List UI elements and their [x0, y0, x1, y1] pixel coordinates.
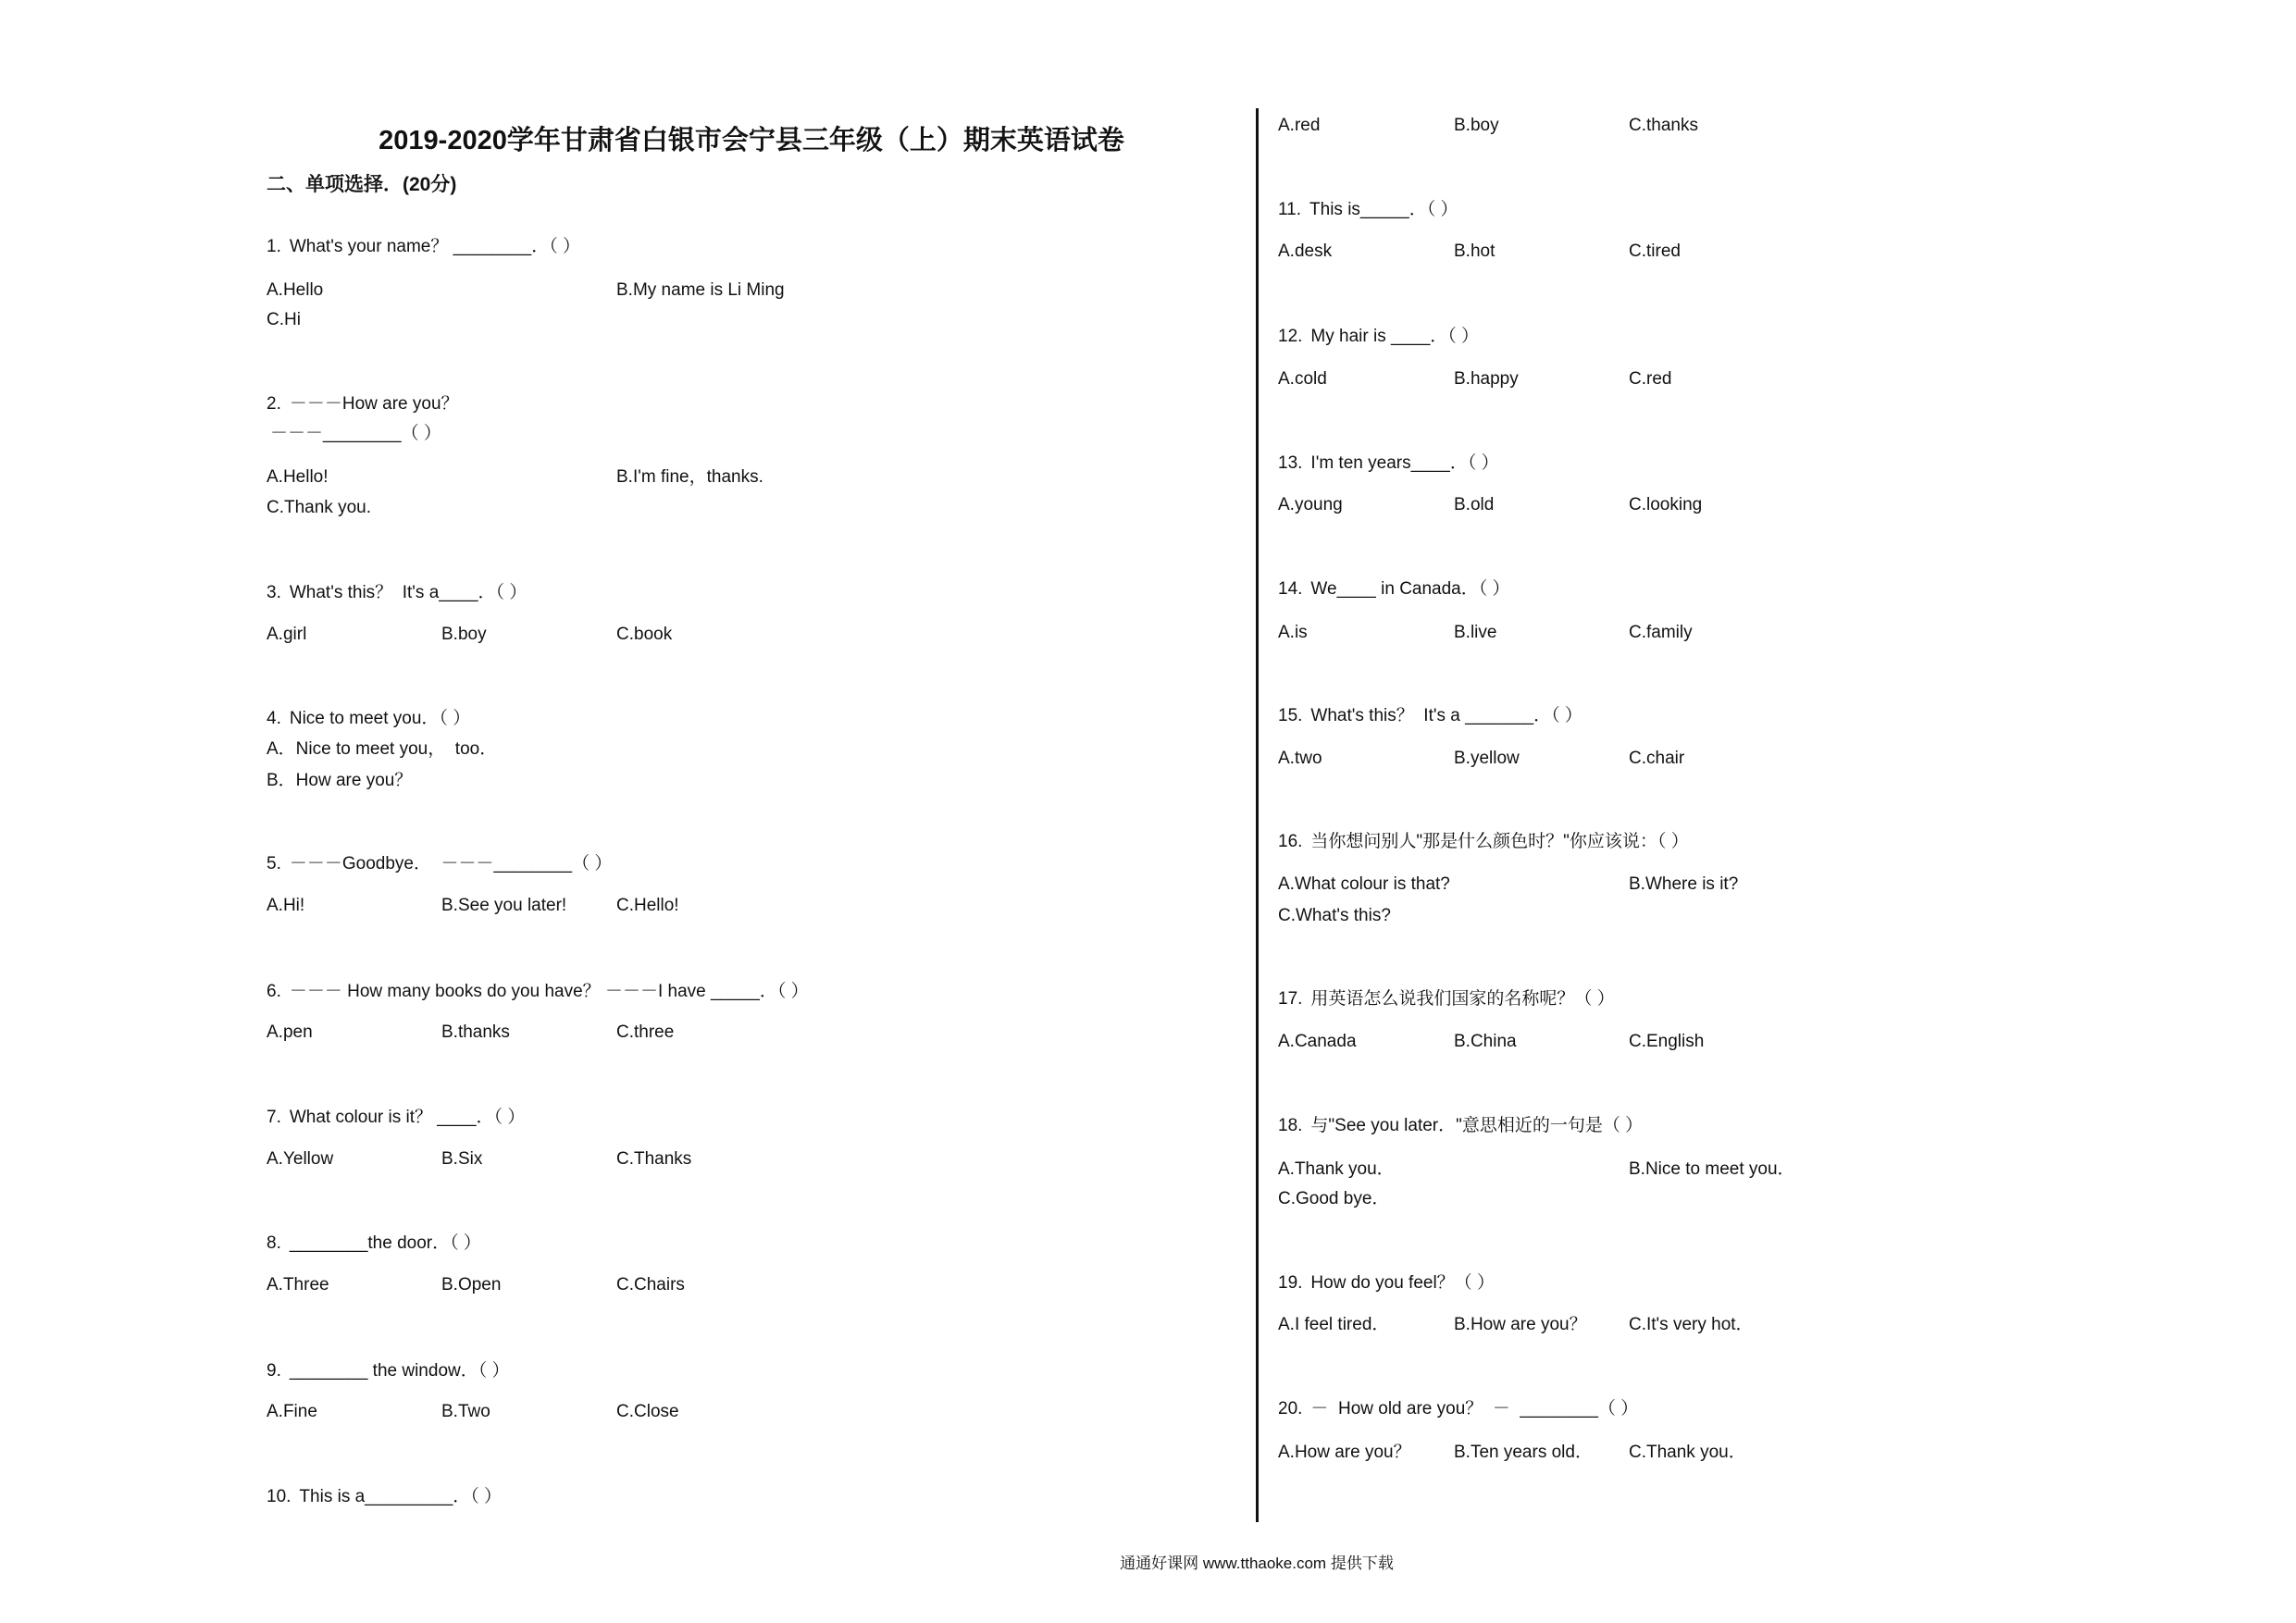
- question-12-prompt: [1278, 326, 1479, 348]
- question-11-prompt: [1278, 199, 1458, 221]
- question-7-option-c: C.Thanks: [616, 1149, 692, 1169]
- question-text: I'm ten years____．（ ）: [1310, 453, 1499, 473]
- question-20-prompt: [1278, 1398, 1638, 1420]
- question-17-prompt: [1278, 988, 1615, 1010]
- question-15-prompt: [1278, 705, 1582, 727]
- question-text: Nice to meet you．（ ）: [289, 709, 471, 728]
- question-3-option-a: A.girl: [267, 625, 307, 644]
- question-11-option-b: B.hot: [1454, 242, 1496, 261]
- question-number: 10.: [267, 1487, 292, 1506]
- question-6-option-a: A.pen: [267, 1022, 313, 1042]
- question-number: 6.: [267, 982, 281, 1001]
- question-20-option-a: A.How are you？: [1278, 1443, 1411, 1462]
- question-6-option-c: C.three: [616, 1022, 675, 1042]
- question-number: 18.: [1278, 1116, 1303, 1135]
- question-number: 3.: [267, 583, 281, 602]
- question-text: －－－Goodbye． －－－________（ ）: [289, 854, 613, 873]
- question-2-option-b: B.I'm fine，thanks.: [616, 467, 763, 487]
- question-9-prompt: [267, 1360, 510, 1382]
- question-17-option-b: B.China: [1454, 1032, 1517, 1051]
- page-footer: 通通好课网 www.tthaoke.com 提供下载: [1120, 1555, 1394, 1572]
- question-16-option-c: C.What's this?: [1278, 906, 1391, 925]
- question-8-prompt: [267, 1233, 481, 1255]
- question-text: How do you feel？（ ）: [1310, 1273, 1495, 1293]
- question-13-option-c: C.looking: [1629, 495, 1703, 514]
- question-text: － How old are you？ － ________（ ）: [1310, 1399, 1639, 1419]
- question-text: －－－ How many books do you have？ －－－I have _____．（ ）: [289, 982, 809, 1001]
- question-20-option-c: C.Thank you．: [1629, 1443, 1746, 1462]
- question-text: What's your name？ ________．（ ）: [289, 237, 580, 256]
- question-18-option-b: B.Nice to meet you．: [1629, 1159, 1795, 1179]
- question-text: This is_____．（ ）: [1309, 200, 1458, 219]
- question-2-prompt-line-2: －－－________（ ）: [270, 424, 441, 443]
- question-16-option-a: A.What colour is that?: [1278, 874, 1450, 894]
- question-5-option-c: C.Hello!: [616, 896, 679, 915]
- question-18-prompt: [1278, 1115, 1643, 1137]
- question-1-option-b: B.My name is Li Ming: [616, 280, 785, 300]
- question-12-option-c: C.red: [1629, 369, 1672, 389]
- question-5-option-a: A.Hi!: [267, 896, 305, 915]
- question-text: We____ in Canada．（ ）: [1310, 579, 1510, 599]
- question-2-option-c: C.Thank you.: [267, 498, 371, 517]
- question-7-prompt: [267, 1107, 525, 1129]
- question-12-option-b: B.happy: [1454, 369, 1519, 389]
- exam-title: 2019-2020学年甘肃省白银市会宁县三年级（上）期末英语试卷: [379, 126, 1124, 155]
- question-text: My hair is ____．（ ）: [1310, 327, 1480, 346]
- question-text: What's this？ It's a____．（ ）: [289, 583, 527, 602]
- question-19-prompt: [1278, 1272, 1495, 1295]
- question-10-option-c: C.thanks: [1629, 116, 1698, 135]
- question-text: －－－How are you？: [289, 394, 459, 414]
- question-8-option-a: A.Three: [267, 1275, 329, 1295]
- question-16-option-b: B.Where is it?: [1629, 874, 1739, 894]
- question-10-option-b: B.boy: [1454, 116, 1499, 135]
- question-6-option-b: B.thanks: [441, 1022, 510, 1042]
- question-number: 2.: [267, 394, 281, 414]
- question-18-option-a: A.Thank you．: [1278, 1159, 1395, 1179]
- question-10-prompt: [267, 1486, 502, 1508]
- question-9-option-a: A.Fine: [267, 1402, 317, 1421]
- question-17-option-c: C.English: [1629, 1032, 1705, 1051]
- question-number: 19.: [1278, 1273, 1303, 1293]
- question-number: 20.: [1278, 1399, 1303, 1419]
- question-9-option-b: B.Two: [441, 1402, 490, 1421]
- question-4-option-b: B．How are you？: [267, 771, 413, 790]
- question-text: 与"See you later．"意思相近的一句是（ ）: [1310, 1116, 1644, 1135]
- question-8-option-c: C.Chairs: [616, 1275, 685, 1295]
- question-number: 1.: [267, 237, 281, 256]
- question-10-option-a: A.red: [1278, 116, 1321, 135]
- question-19-option-b: B.How are you？: [1454, 1315, 1587, 1334]
- question-7-option-a: A.Yellow: [267, 1149, 334, 1169]
- section-heading: 二、单项选择．(20分): [267, 174, 457, 195]
- question-16-prompt: [1278, 831, 1689, 853]
- question-number: 16.: [1278, 832, 1303, 851]
- question-15-option-b: B.yellow: [1454, 749, 1520, 768]
- question-14-option-a: A.is: [1278, 623, 1308, 642]
- question-number: 17.: [1278, 989, 1303, 1009]
- question-9-option-c: C.Close: [616, 1402, 679, 1421]
- question-number: 13.: [1278, 453, 1303, 473]
- question-1-option-c: C.Hi: [267, 310, 301, 329]
- question-7-option-b: B.Six: [441, 1149, 483, 1169]
- question-14-option-c: C.family: [1629, 623, 1693, 642]
- question-20-option-b: B.Ten years old．: [1454, 1443, 1593, 1462]
- question-6-prompt: [267, 981, 809, 1003]
- question-2-option-a: A.Hello!: [267, 467, 329, 487]
- question-3-option-b: B.boy: [441, 625, 487, 644]
- question-number: 14.: [1278, 579, 1303, 599]
- question-19-option-a: A.I feel tired．: [1278, 1315, 1390, 1334]
- question-13-option-a: A.young: [1278, 495, 1343, 514]
- question-text: 当你想问别人"那是什么颜色时？"你应该说：（ ）: [1310, 832, 1689, 851]
- question-8-option-b: B.Open: [441, 1275, 502, 1295]
- question-13-prompt: [1278, 452, 1499, 475]
- question-text: This is a_________．（ ）: [299, 1487, 503, 1506]
- question-number: 8.: [267, 1233, 281, 1253]
- question-14-prompt: [1278, 578, 1510, 601]
- question-number: 15.: [1278, 706, 1303, 725]
- question-12-option-a: A.cold: [1278, 369, 1327, 389]
- question-text: ________ the window．（ ）: [289, 1361, 510, 1381]
- question-18-option-c: C.Good bye．: [1278, 1189, 1390, 1208]
- question-number: 5.: [267, 854, 281, 873]
- question-17-option-a: A.Canada: [1278, 1032, 1357, 1051]
- question-1-option-a: A.Hello: [267, 280, 324, 300]
- question-3-option-c: C.book: [616, 625, 673, 644]
- question-number: 7.: [267, 1108, 281, 1127]
- question-15-option-a: A.two: [1278, 749, 1322, 768]
- question-text: What colour is it？ ____．（ ）: [289, 1108, 526, 1127]
- question-number: 9.: [267, 1361, 281, 1381]
- question-4-prompt: [267, 708, 470, 730]
- question-11-option-c: C.tired: [1629, 242, 1681, 261]
- question-text: What's this？ It's a _______．（ ）: [1310, 706, 1582, 725]
- question-1-prompt: [267, 236, 580, 258]
- question-11-option-a: A.desk: [1278, 242, 1333, 261]
- question-15-option-c: C.chair: [1629, 749, 1685, 768]
- question-19-option-c: C.It's very hot．: [1629, 1315, 1754, 1334]
- question-5-option-b: B.See you later!: [441, 896, 567, 915]
- question-text: ________the door．（ ）: [289, 1233, 481, 1253]
- question-3-prompt: [267, 582, 527, 604]
- question-14-option-b: B.live: [1454, 623, 1497, 642]
- question-number: 11.: [1278, 200, 1302, 219]
- question-2-prompt: [267, 393, 459, 415]
- question-text: 用英语怎么说我们国家的名称呢？（ ）: [1310, 989, 1615, 1009]
- question-5-prompt: [267, 853, 612, 875]
- question-13-option-b: B.old: [1454, 495, 1495, 514]
- question-4-option-a: A．Nice to meet you， too．: [267, 739, 498, 759]
- column-divider: [1256, 108, 1259, 1522]
- question-number: 4.: [267, 709, 281, 728]
- question-number: 12.: [1278, 327, 1303, 346]
